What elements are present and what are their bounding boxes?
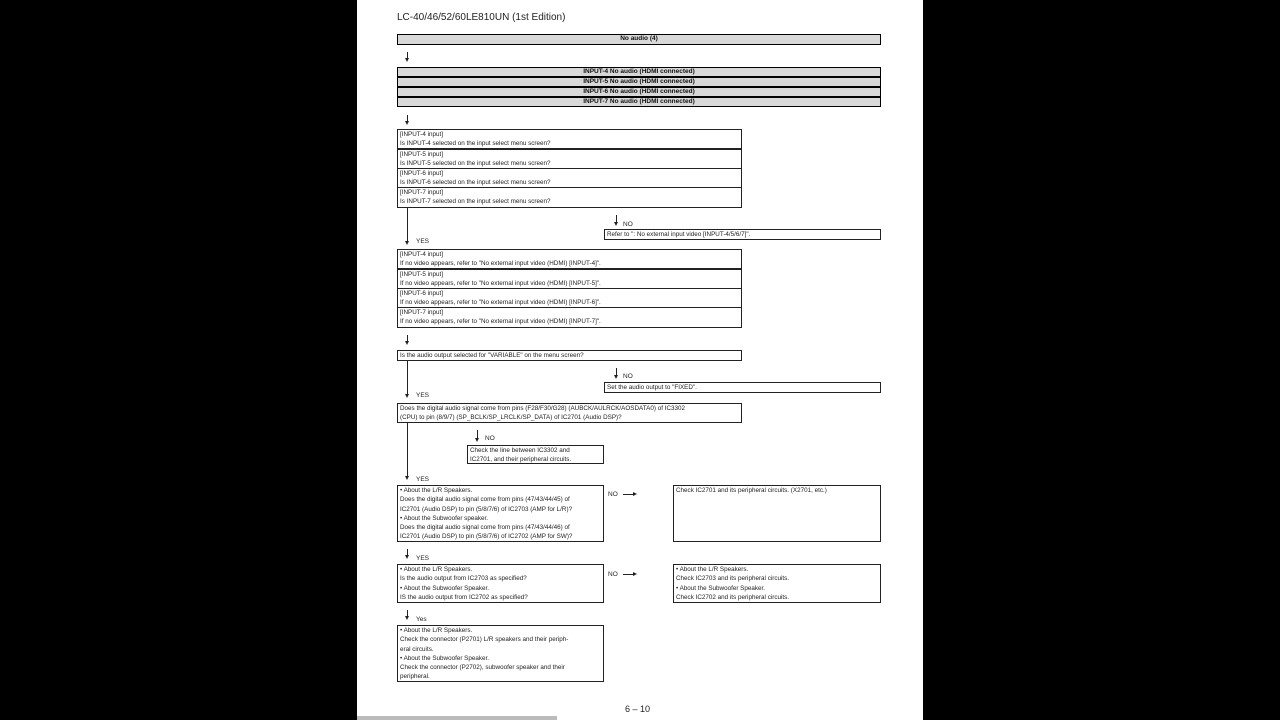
arrow-down-icon bbox=[405, 616, 409, 620]
refer-box: Refer to ": No external input video [INPUT-4/5/6/7]". bbox=[604, 229, 881, 240]
no-label: NO bbox=[608, 571, 618, 578]
flow-line bbox=[623, 574, 633, 575]
check-ic2701-box: Check IC2701 and its peripheral circuits. (X2701, etc.) bbox=[673, 485, 881, 542]
header-input-4: INPUT-4 No audio (HDMI connected) bbox=[397, 67, 881, 77]
arrow-down-icon bbox=[614, 222, 618, 226]
header-input-7: INPUT-7 No audio (HDMI connected) bbox=[397, 97, 881, 107]
input-7-select-box: [INPUT-7 input] Is INPUT-7 selected on the input select menu screen? bbox=[397, 187, 742, 208]
flow-line bbox=[407, 361, 408, 395]
arrow-down-icon bbox=[405, 341, 409, 345]
input-4-select-box: [INPUT-4 input] Is INPUT-4 selected on the input select menu screen? bbox=[397, 129, 742, 149]
audio-output-box: • About the L/R Speakers. Is the audio output from IC2703 as specified? • About the Subwoofer Speaker. IS the audio output from IC2702 as specified? bbox=[397, 564, 604, 603]
arrow-down-icon bbox=[614, 375, 618, 379]
next-page-edge bbox=[357, 716, 557, 720]
arrow-down-icon bbox=[405, 241, 409, 245]
digital-signal-box: Does the digital audio signal come from pins (F28/F30/G28) (AUBCK/AULRCK/AOSDATA0) of IC3302 (CPU) to pin (8/9/7) (SP_BCLK/SP_LRCLK/SP_DATA) of IC2701 (Audio DSP)? bbox=[397, 403, 742, 423]
yes-label: YES bbox=[416, 238, 430, 245]
arrow-down-icon bbox=[475, 438, 479, 442]
input-5-select-box: [INPUT-5 input] Is INPUT-5 selected on the input select menu screen? bbox=[397, 149, 742, 169]
page-number: 6 – 10 bbox=[625, 704, 651, 714]
yes-label: Yes bbox=[416, 616, 427, 623]
input-6-select-box: [INPUT-6 input] Is INPUT-6 selected on the input select menu screen? bbox=[397, 168, 742, 188]
no-label: NO bbox=[608, 491, 618, 498]
no-label: NO bbox=[623, 373, 633, 380]
no-label: NO bbox=[485, 435, 495, 442]
check-ic2703-box: • About the L/R Speakers. Check IC2703 and its peripheral circuits. • About the Subwoofer Speaker. Check IC2702 and its peripheral circuits. bbox=[673, 564, 881, 603]
variable-question-box: Is the audio output selected for "VARIABLE" on the menu screen? bbox=[397, 350, 742, 361]
arrow-down-icon bbox=[405, 58, 409, 62]
yes-label: YES bbox=[416, 476, 430, 483]
no-label: NO bbox=[623, 221, 633, 228]
input-6-video-box: [INPUT-6 input] If no video appears, refer to "No external input video (HDMI) [INPUT-6]". bbox=[397, 288, 742, 308]
flow-line bbox=[623, 494, 633, 495]
input-4-video-box: [INPUT-4 input] If no video appears, refer to "No external input video (HDMI) [INPUT-4]". bbox=[397, 249, 742, 269]
arrow-down-icon bbox=[405, 394, 409, 398]
arrow-right-icon bbox=[633, 492, 637, 496]
arrow-down-icon bbox=[405, 121, 409, 125]
arrow-right-icon bbox=[633, 572, 637, 576]
arrow-down-icon bbox=[405, 555, 409, 559]
check-line-box: Check the line between IC3302 and IC2701, and their peripheral circuits. bbox=[467, 445, 604, 464]
input-7-video-box: [INPUT-7 input] If no video appears, refer to "No external input video (HDMI) [INPUT-7]". bbox=[397, 307, 742, 328]
document-title: LC-40/46/52/60LE810UN (1st Edition) bbox=[397, 12, 566, 23]
manual-page bbox=[357, 0, 923, 720]
set-fixed-box: Set the audio output to "FIXED". bbox=[604, 382, 881, 393]
speakers-signal-box: • About the L/R Speakers. Does the digital audio signal come from pins (47/43/44/45) of IC2701 (Audio DSP) to pin (5/8/7/6) of IC2703 (AMP for L/R)? • About the Subwoofer speaker. Does the digital audio signal come from pins (47/43/44/46) of IC2701 (Audio DSP) to pin (5/8/7/6) of IC2702 (AMP for SW)? bbox=[397, 485, 604, 542]
header-input-5: INPUT-5 No audio (HDMI connected) bbox=[397, 77, 881, 87]
arrow-down-icon bbox=[405, 476, 409, 480]
header-no-audio: No audio (4) bbox=[397, 34, 881, 45]
header-input-6: INPUT-6 No audio (HDMI connected) bbox=[397, 87, 881, 97]
yes-label: YES bbox=[416, 392, 430, 399]
input-5-video-box: [INPUT-5 input] If no video appears, refer to "No external input video (HDMI) [INPUT-5]". bbox=[397, 269, 742, 289]
flow-line bbox=[407, 423, 408, 476]
flow-line bbox=[407, 208, 408, 242]
connector-box: • About the L/R Speakers. Check the connector (P2701) L/R speakers and their periph- eral circuits. • About the Subwoofer Speaker. Check the connector (P2702), subwoofer speaker and their peripheral. bbox=[397, 625, 604, 682]
yes-label: YES bbox=[416, 555, 430, 562]
